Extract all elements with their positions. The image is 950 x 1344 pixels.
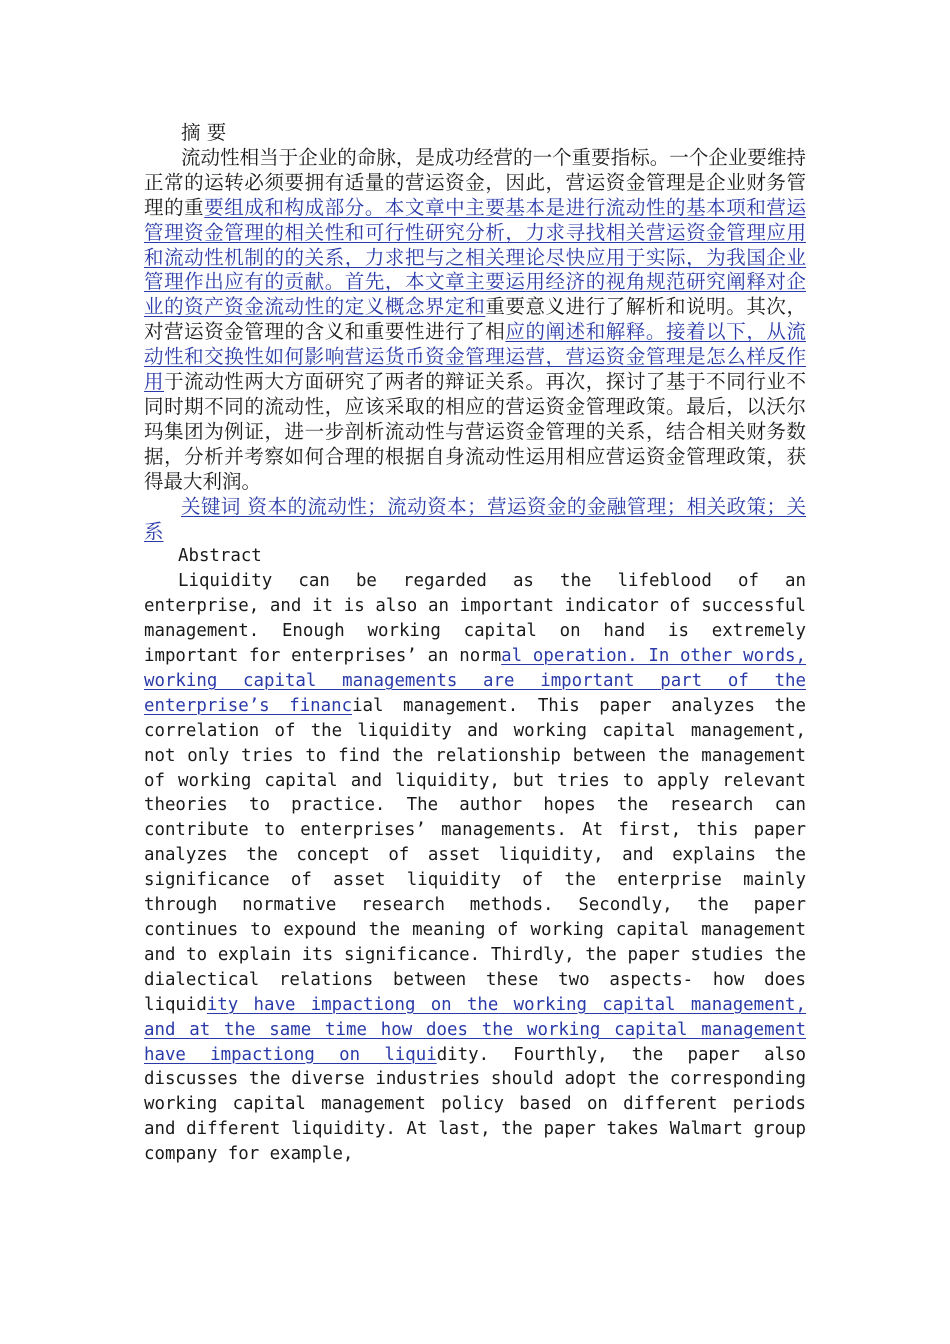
abstract-en-underlined-2: ity have impactiong on the working capital management, and at the same time how does the working capital management have impactiong on liqui — [144, 994, 806, 1065]
abstract-en-text-3: dity. Fourthly, the paper also discusses the diverse industries should adopt the corresponding working capital management policy based on different periods and different liquidity. At last, the paper takes Walmart group company for example, — [144, 1044, 806, 1165]
abstract-en-text-2: ial management. This paper analyzes the correlation of the liquidity and working capital management, not only tries to find the relationship between the management of working capital and liquidity, but tries to apply relevant theories to practice. The author hopes the research can contribute to enterprises’ managements. At first, this paper analyzes the concept of asset liquidity, and explains the significance of asset liquidity of the enterprise mainly through normative research methods. Secondly, the paper continues to expound the meaning of working capital management and to explain its significance. Thirdly, the paper studies the dialectical relations between these two aspects- how does liquid — [144, 695, 806, 1015]
abstract-cn-underlined-2: 应的阐述和解释。接着以下，从流动性和交换性如何影响营运货币资金管理运营，营运资金管理是怎么样反作用 — [144, 320, 806, 394]
abstract-cn-text-3: 于流动性两大方面研究了两者的辩证关系。再次，探讨了基于不同行业不同时期不同的流动性，应该采取的相应的营运资金管理政策。最后，以沃尔玛集团为例证，进一步剖析流动性与营运资金管理的关系，结合相关财务数据，分析并考察如何合理的根据自身流动性运用相应营运资金管理政策，获得最大利润。 — [144, 370, 806, 493]
abstract-en-paragraph — [144, 569, 806, 1167]
abstract-en-heading: Abstract — [178, 546, 262, 567]
abstract-cn-heading: 摘 要 — [181, 121, 227, 144]
abstract-cn-underlined-1: 要组成和构成部分。本文章中主要基本是进行流动性的基本项和营运管理资金管理的相关性和可行性研究分析，力求寻找相关营运资金管理应用和流动性机制的的关系，力求把与之相关理论尽快应用于实际，为我国企业管理作出应有的贡献。首先，本文章主要运用经济的视角规范研究阐释对企业的资产资金流动性的定义概念界定和 — [144, 195, 806, 319]
abstract-cn-text-2: 重要意义进行了解析和说明。其次，对营运资金管理的含义和重要性进行了相 — [144, 295, 806, 344]
abstract-cn-text-1: 流动性相当于企业的命脉，是成功经营的一个重要指标。一个企业要维持正常的运转必须要拥有适量的营运资金，因此，营运资金管理是企业财务管理的重 — [144, 145, 806, 219]
keywords-cn: 关键词 资本的流动性；流动资本；营运资金的金融管理；相关政策；关系 — [144, 494, 806, 543]
abstract-en-text-1: Liquidity can be regarded as the lifeblood of an enterprise, and it is also an important indicator of successful management. Enough working capital on hand is extremely important for enterprises’ an norm — [144, 571, 806, 667]
document-page — [144, 121, 806, 1167]
abstract-cn-paragraph — [144, 146, 806, 495]
abstract-en-underlined-1: al operation. In other words, working capital managements are important part of the enterprise’s financ — [144, 646, 806, 716]
